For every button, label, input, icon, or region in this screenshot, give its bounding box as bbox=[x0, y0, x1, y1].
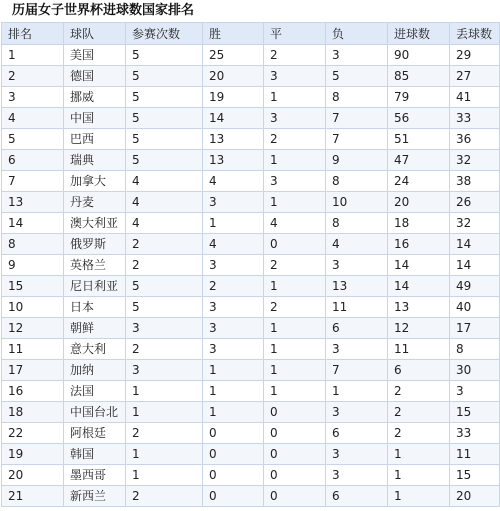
cell-losses: 5 bbox=[326, 66, 388, 87]
cell-goals-for: 13 bbox=[388, 297, 450, 318]
cell-wins: 0 bbox=[203, 465, 264, 486]
cell-appearances: 5 bbox=[126, 87, 203, 108]
cell-losses: 6 bbox=[326, 318, 388, 339]
cell-team: 丹麦 bbox=[64, 192, 126, 213]
cell-team: 新西兰 bbox=[64, 486, 126, 507]
cell-losses: 8 bbox=[326, 87, 388, 108]
table-row bbox=[2, 66, 500, 87]
page-title: 历届女子世界杯进球数国家排名 bbox=[12, 3, 195, 18]
cell-goals-against: 20 bbox=[450, 486, 500, 507]
cell-rank: 18 bbox=[2, 402, 64, 423]
cell-team: 巴西 bbox=[64, 129, 126, 150]
cell-rank: 6 bbox=[2, 150, 64, 171]
cell-wins: 0 bbox=[203, 486, 264, 507]
table-row bbox=[2, 444, 500, 465]
table-row bbox=[2, 423, 500, 444]
cell-losses: 3 bbox=[326, 339, 388, 360]
cell-rank: 21 bbox=[2, 486, 64, 507]
cell-goals-against: 14 bbox=[450, 255, 500, 276]
cell-wins: 1 bbox=[203, 402, 264, 423]
cell-wins: 3 bbox=[203, 255, 264, 276]
cell-goals-against: 38 bbox=[450, 171, 500, 192]
cell-appearances: 2 bbox=[126, 255, 203, 276]
table-row bbox=[2, 402, 500, 423]
cell-wins: 20 bbox=[203, 66, 264, 87]
cell-rank: 7 bbox=[2, 171, 64, 192]
cell-goals-against: 33 bbox=[450, 423, 500, 444]
cell-rank: 1 bbox=[2, 45, 64, 66]
cell-goals-against: 3 bbox=[450, 381, 500, 402]
cell-goals-for: 47 bbox=[388, 150, 450, 171]
cell-wins: 3 bbox=[203, 192, 264, 213]
column-header-appearances: 参赛次数 bbox=[126, 23, 203, 45]
cell-wins: 19 bbox=[203, 87, 264, 108]
cell-rank: 10 bbox=[2, 297, 64, 318]
cell-appearances: 5 bbox=[126, 45, 203, 66]
cell-losses: 13 bbox=[326, 276, 388, 297]
cell-goals-for: 2 bbox=[388, 402, 450, 423]
cell-team: 尼日利亚 bbox=[64, 276, 126, 297]
cell-appearances: 1 bbox=[126, 444, 203, 465]
cell-team: 加纳 bbox=[64, 360, 126, 381]
table-row bbox=[2, 108, 500, 129]
cell-appearances: 3 bbox=[126, 318, 203, 339]
cell-rank: 2 bbox=[2, 66, 64, 87]
cell-team: 韩国 bbox=[64, 444, 126, 465]
cell-losses: 6 bbox=[326, 486, 388, 507]
cell-goals-for: 16 bbox=[388, 234, 450, 255]
cell-appearances: 5 bbox=[126, 129, 203, 150]
cell-rank: 17 bbox=[2, 360, 64, 381]
cell-rank: 8 bbox=[2, 234, 64, 255]
cell-draws: 1 bbox=[264, 318, 326, 339]
cell-appearances: 5 bbox=[126, 297, 203, 318]
cell-losses: 8 bbox=[326, 213, 388, 234]
cell-goals-for: 90 bbox=[388, 45, 450, 66]
cell-wins: 1 bbox=[203, 381, 264, 402]
cell-draws: 1 bbox=[264, 276, 326, 297]
cell-draws: 2 bbox=[264, 45, 326, 66]
cell-draws: 2 bbox=[264, 129, 326, 150]
table-row bbox=[2, 297, 500, 318]
cell-team: 英格兰 bbox=[64, 255, 126, 276]
cell-wins: 25 bbox=[203, 45, 264, 66]
cell-rank: 19 bbox=[2, 444, 64, 465]
cell-draws: 0 bbox=[264, 234, 326, 255]
cell-wins: 0 bbox=[203, 423, 264, 444]
cell-goals-against: 8 bbox=[450, 339, 500, 360]
column-header-team: 球队 bbox=[64, 23, 126, 45]
cell-draws: 0 bbox=[264, 423, 326, 444]
cell-appearances: 2 bbox=[126, 339, 203, 360]
column-header-rank: 排名 bbox=[2, 23, 64, 45]
header-row bbox=[2, 23, 500, 45]
cell-rank: 11 bbox=[2, 339, 64, 360]
cell-goals-against: 49 bbox=[450, 276, 500, 297]
cell-goals-against: 15 bbox=[450, 465, 500, 486]
cell-rank: 9 bbox=[2, 255, 64, 276]
cell-goals-against: 26 bbox=[450, 192, 500, 213]
cell-team: 挪威 bbox=[64, 87, 126, 108]
cell-wins: 3 bbox=[203, 339, 264, 360]
cell-goals-against: 32 bbox=[450, 150, 500, 171]
cell-goals-for: 79 bbox=[388, 87, 450, 108]
cell-losses: 11 bbox=[326, 297, 388, 318]
cell-goals-against: 11 bbox=[450, 444, 500, 465]
cell-goals-against: 17 bbox=[450, 318, 500, 339]
cell-goals-for: 14 bbox=[388, 276, 450, 297]
column-header-wins: 胜 bbox=[203, 23, 264, 45]
cell-draws: 3 bbox=[264, 108, 326, 129]
column-header-goals-for: 进球数 bbox=[388, 23, 450, 45]
cell-losses: 3 bbox=[326, 402, 388, 423]
cell-goals-against: 27 bbox=[450, 66, 500, 87]
cell-appearances: 5 bbox=[126, 66, 203, 87]
cell-losses: 3 bbox=[326, 465, 388, 486]
table-row bbox=[2, 276, 500, 297]
cell-draws: 0 bbox=[264, 402, 326, 423]
cell-rank: 14 bbox=[2, 213, 64, 234]
cell-team: 瑞典 bbox=[64, 150, 126, 171]
cell-draws: 1 bbox=[264, 339, 326, 360]
cell-goals-for: 2 bbox=[388, 381, 450, 402]
cell-losses: 9 bbox=[326, 150, 388, 171]
cell-appearances: 5 bbox=[126, 150, 203, 171]
cell-losses: 7 bbox=[326, 108, 388, 129]
table-row bbox=[2, 255, 500, 276]
cell-draws: 0 bbox=[264, 486, 326, 507]
cell-goals-for: 1 bbox=[388, 486, 450, 507]
cell-goals-for: 12 bbox=[388, 318, 450, 339]
cell-draws: 0 bbox=[264, 465, 326, 486]
cell-losses: 3 bbox=[326, 45, 388, 66]
cell-rank: 22 bbox=[2, 423, 64, 444]
cell-goals-against: 14 bbox=[450, 234, 500, 255]
cell-goals-for: 85 bbox=[388, 66, 450, 87]
cell-draws: 3 bbox=[264, 66, 326, 87]
table-row bbox=[2, 360, 500, 381]
cell-rank: 20 bbox=[2, 465, 64, 486]
cell-rank: 5 bbox=[2, 129, 64, 150]
cell-appearances: 1 bbox=[126, 465, 203, 486]
cell-goals-against: 30 bbox=[450, 360, 500, 381]
cell-wins: 1 bbox=[203, 213, 264, 234]
cell-appearances: 1 bbox=[126, 402, 203, 423]
cell-losses: 4 bbox=[326, 234, 388, 255]
cell-goals-for: 1 bbox=[388, 465, 450, 486]
table-row bbox=[2, 339, 500, 360]
cell-team: 俄罗斯 bbox=[64, 234, 126, 255]
table-row bbox=[2, 150, 500, 171]
cell-draws: 1 bbox=[264, 381, 326, 402]
cell-goals-against: 36 bbox=[450, 129, 500, 150]
cell-wins: 0 bbox=[203, 444, 264, 465]
cell-wins: 3 bbox=[203, 297, 264, 318]
cell-goals-for: 2 bbox=[388, 423, 450, 444]
cell-goals-for: 20 bbox=[388, 192, 450, 213]
table-row bbox=[2, 234, 500, 255]
cell-goals-for: 1 bbox=[388, 444, 450, 465]
cell-draws: 4 bbox=[264, 213, 326, 234]
cell-goals-for: 14 bbox=[388, 255, 450, 276]
cell-draws: 1 bbox=[264, 150, 326, 171]
cell-wins: 13 bbox=[203, 150, 264, 171]
cell-appearances: 2 bbox=[126, 234, 203, 255]
column-header-goals-against: 丢球数 bbox=[450, 23, 500, 45]
cell-goals-for: 6 bbox=[388, 360, 450, 381]
cell-rank: 16 bbox=[2, 381, 64, 402]
cell-draws: 0 bbox=[264, 444, 326, 465]
cell-team: 中国台北 bbox=[64, 402, 126, 423]
cell-appearances: 2 bbox=[126, 423, 203, 444]
cell-draws: 1 bbox=[264, 360, 326, 381]
cell-losses: 6 bbox=[326, 423, 388, 444]
cell-team: 朝鲜 bbox=[64, 318, 126, 339]
table-header bbox=[2, 23, 500, 45]
cell-rank: 4 bbox=[2, 108, 64, 129]
cell-draws: 2 bbox=[264, 255, 326, 276]
cell-goals-for: 11 bbox=[388, 339, 450, 360]
cell-appearances: 1 bbox=[126, 381, 203, 402]
cell-draws: 1 bbox=[264, 192, 326, 213]
table-row bbox=[2, 171, 500, 192]
cell-appearances: 4 bbox=[126, 213, 203, 234]
cell-draws: 3 bbox=[264, 171, 326, 192]
cell-team: 美国 bbox=[64, 45, 126, 66]
cell-goals-against: 32 bbox=[450, 213, 500, 234]
cell-appearances: 5 bbox=[126, 108, 203, 129]
table-row bbox=[2, 465, 500, 486]
table-row bbox=[2, 318, 500, 339]
cell-appearances: 4 bbox=[126, 171, 203, 192]
column-header-losses: 负 bbox=[326, 23, 388, 45]
table-row bbox=[2, 486, 500, 507]
cell-wins: 14 bbox=[203, 108, 264, 129]
cell-goals-for: 18 bbox=[388, 213, 450, 234]
cell-goals-for: 51 bbox=[388, 129, 450, 150]
table-body bbox=[2, 45, 500, 507]
cell-losses: 3 bbox=[326, 444, 388, 465]
cell-rank: 15 bbox=[2, 276, 64, 297]
table-row bbox=[2, 87, 500, 108]
cell-team: 德国 bbox=[64, 66, 126, 87]
cell-rank: 3 bbox=[2, 87, 64, 108]
cell-goals-against: 29 bbox=[450, 45, 500, 66]
cell-wins: 4 bbox=[203, 234, 264, 255]
cell-wins: 1 bbox=[203, 360, 264, 381]
cell-team: 意大利 bbox=[64, 339, 126, 360]
cell-goals-for: 56 bbox=[388, 108, 450, 129]
cell-wins: 2 bbox=[203, 276, 264, 297]
cell-losses: 10 bbox=[326, 192, 388, 213]
ranking-table bbox=[1, 22, 500, 507]
cell-draws: 2 bbox=[264, 297, 326, 318]
cell-appearances: 2 bbox=[126, 486, 203, 507]
cell-rank: 13 bbox=[2, 192, 64, 213]
cell-losses: 3 bbox=[326, 255, 388, 276]
table-row bbox=[2, 45, 500, 66]
cell-losses: 8 bbox=[326, 171, 388, 192]
column-header-draws: 平 bbox=[264, 23, 326, 45]
cell-goals-against: 33 bbox=[450, 108, 500, 129]
table-row bbox=[2, 381, 500, 402]
cell-losses: 1 bbox=[326, 381, 388, 402]
cell-wins: 4 bbox=[203, 171, 264, 192]
cell-losses: 7 bbox=[326, 360, 388, 381]
cell-team: 墨西哥 bbox=[64, 465, 126, 486]
cell-rank: 12 bbox=[2, 318, 64, 339]
cell-team: 法国 bbox=[64, 381, 126, 402]
cell-goals-against: 15 bbox=[450, 402, 500, 423]
cell-goals-for: 24 bbox=[388, 171, 450, 192]
table-row bbox=[2, 129, 500, 150]
cell-team: 加拿大 bbox=[64, 171, 126, 192]
cell-wins: 13 bbox=[203, 129, 264, 150]
cell-losses: 7 bbox=[326, 129, 388, 150]
cell-appearances: 4 bbox=[126, 192, 203, 213]
cell-team: 中国 bbox=[64, 108, 126, 129]
cell-team: 澳大利亚 bbox=[64, 213, 126, 234]
table-row bbox=[2, 192, 500, 213]
cell-appearances: 3 bbox=[126, 360, 203, 381]
table-row bbox=[2, 213, 500, 234]
cell-appearances: 5 bbox=[126, 276, 203, 297]
cell-wins: 3 bbox=[203, 318, 264, 339]
cell-team: 日本 bbox=[64, 297, 126, 318]
cell-goals-against: 40 bbox=[450, 297, 500, 318]
cell-team: 阿根廷 bbox=[64, 423, 126, 444]
cell-goals-against: 41 bbox=[450, 87, 500, 108]
cell-draws: 1 bbox=[264, 87, 326, 108]
